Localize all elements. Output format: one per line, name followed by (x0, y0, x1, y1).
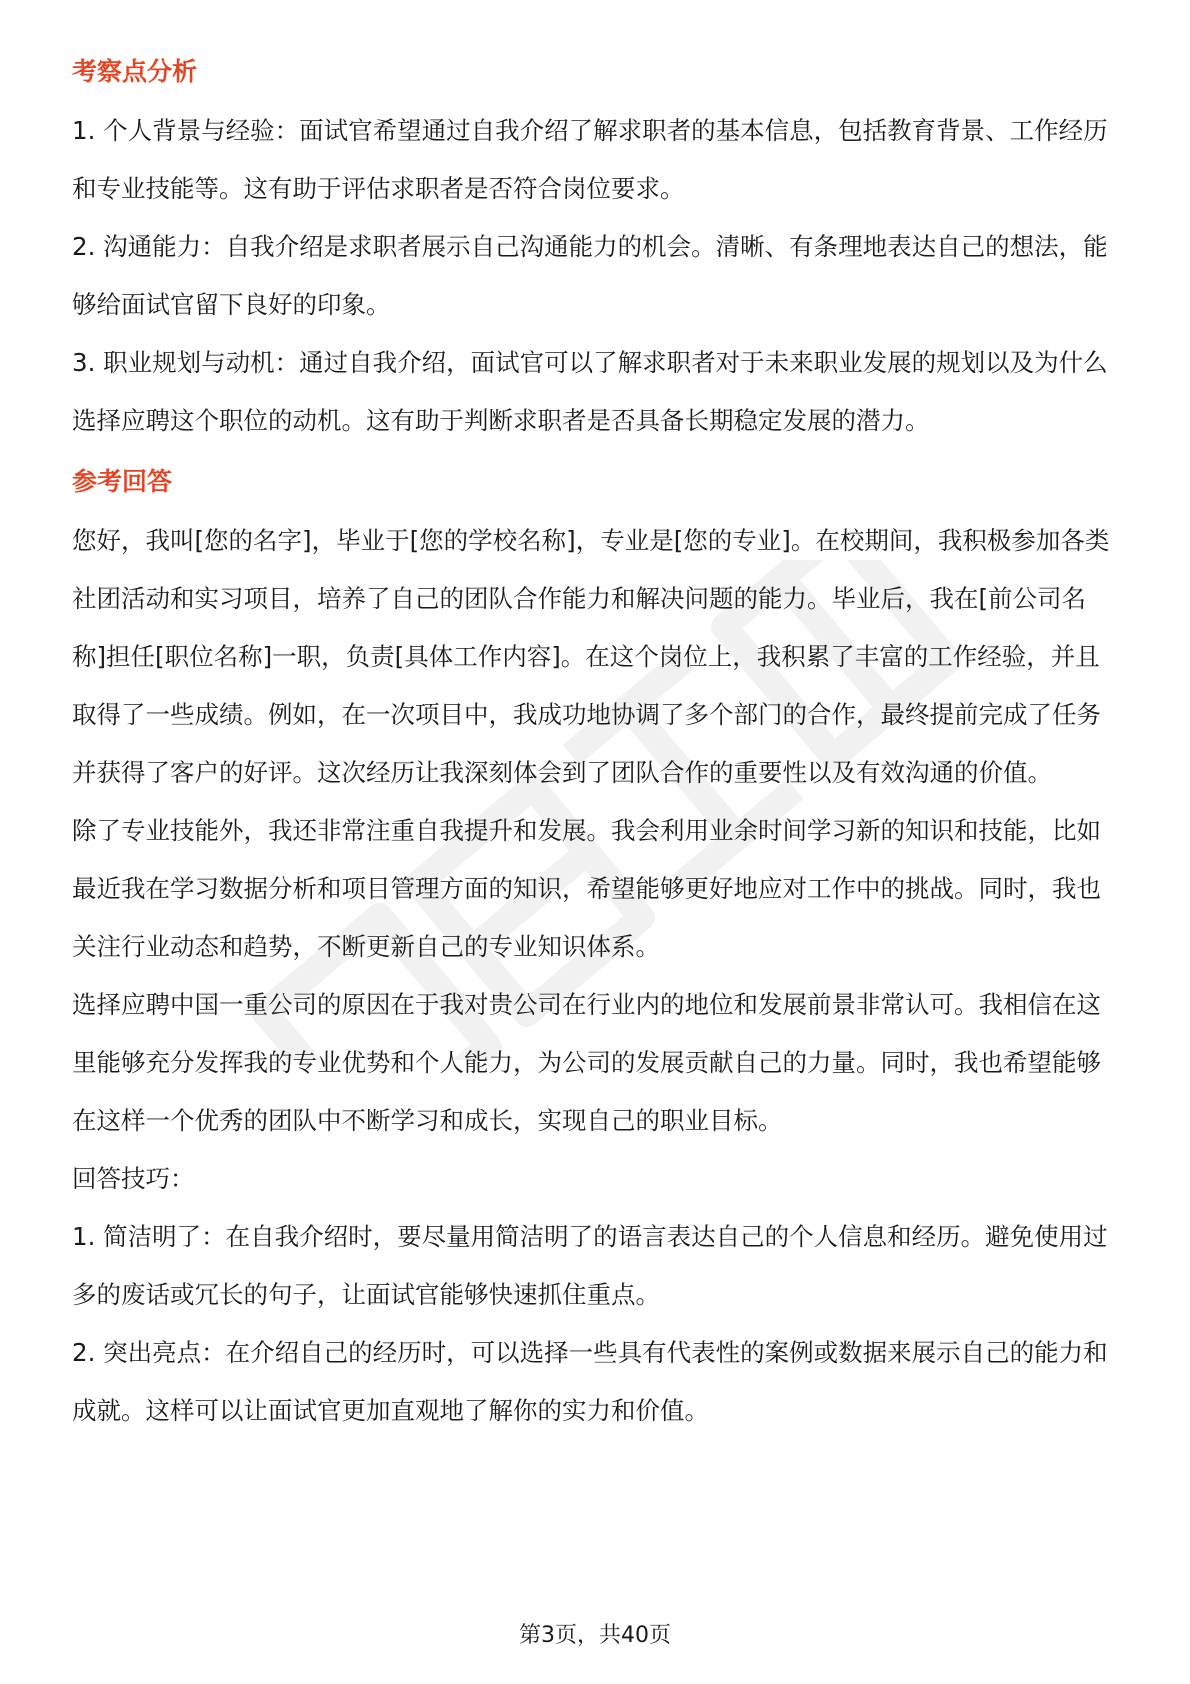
tips-heading: 回答技巧： (72, 1164, 195, 1193)
answer-paragraph-3: 选择应聘中国一重公司的原因在于我对贵公司在行业内的地位和发展前景非常认可。我相信在这里能够充分发挥我的专业优势和个人能力，为公司的发展贡献自己的力量。同时，我也希望能够在这样一个优秀的团队中不断学习和成长，实现自己的职业目标。 (72, 990, 1101, 1135)
section-title-analysis: 考察点分析 (72, 57, 198, 86)
analysis-item-1: 1. 个人背景与经验：面试官希望通过自我介绍了解求职者的基本信息，包括教育背景、工作经历和专业技能等。这有助于评估求职者是否符合岗位要求。 (72, 116, 1108, 203)
analysis-item-3: 3. 职业规划与动机：通过自我介绍，面试官可以了解求职者对于未来职业发展的规划以及为什么选择应聘这个职位的动机。这有助于判断求职者是否具备长期稳定发展的潜力。 (72, 348, 1108, 435)
page-content (72, 52, 1118, 1440)
answer-paragraph-1: 您好，我叫[您的名字]，毕业于[您的学校名称]，专业是[您的专业]。在校期间，我积极参加各类社团活动和实习项目，培养了自己的团队合作能力和解决问题的能力。毕业后，我在[前公司名称]担任[职位名称]一职，负责[具体工作内容]。在这个岗位上，我积累了丰富的工作经验，并且取得了一些成绩。例如，在一次项目中，我成功地协调了多个部门的合作，最终提前完成了任务并获得了客户的好评。这次经历让我深刻体会到了团队合作的重要性以及有效沟通的价值。 (72, 526, 1110, 787)
section-title-answer: 参考回答 (72, 467, 173, 496)
tip-item-1: 1. 简洁明了：在自我介绍时，要尽量用简洁明了的语言表达自己的个人信息和经历。避免使用过多的废话或冗长的句子，让面试官能够快速抓住重点。 (72, 1222, 1108, 1309)
answer-paragraph-2: 除了专业技能外，我还非常注重自我提升和发展。我会利用业余时间学习新的知识和技能，比如最近我在学习数据分析和项目管理方面的知识，希望能够更好地应对工作中的挑战。同时，我也关注行业动态和趋势，不断更新自己的专业知识体系。 (72, 816, 1101, 961)
tip-item-2: 2. 突出亮点：在介绍自己的经历时，可以选择一些具有代表性的案例或数据来展示自己的能力和成就。这样可以让面试官更加直观地了解你的实力和价值。 (72, 1338, 1108, 1425)
analysis-item-2: 2. 沟通能力：自我介绍是求职者展示自己沟通能力的机会。清晰、有条理地表达自己的想法，能够给面试官留下良好的印象。 (72, 232, 1108, 319)
page-number: 第3页，共40页 (519, 1623, 671, 1648)
